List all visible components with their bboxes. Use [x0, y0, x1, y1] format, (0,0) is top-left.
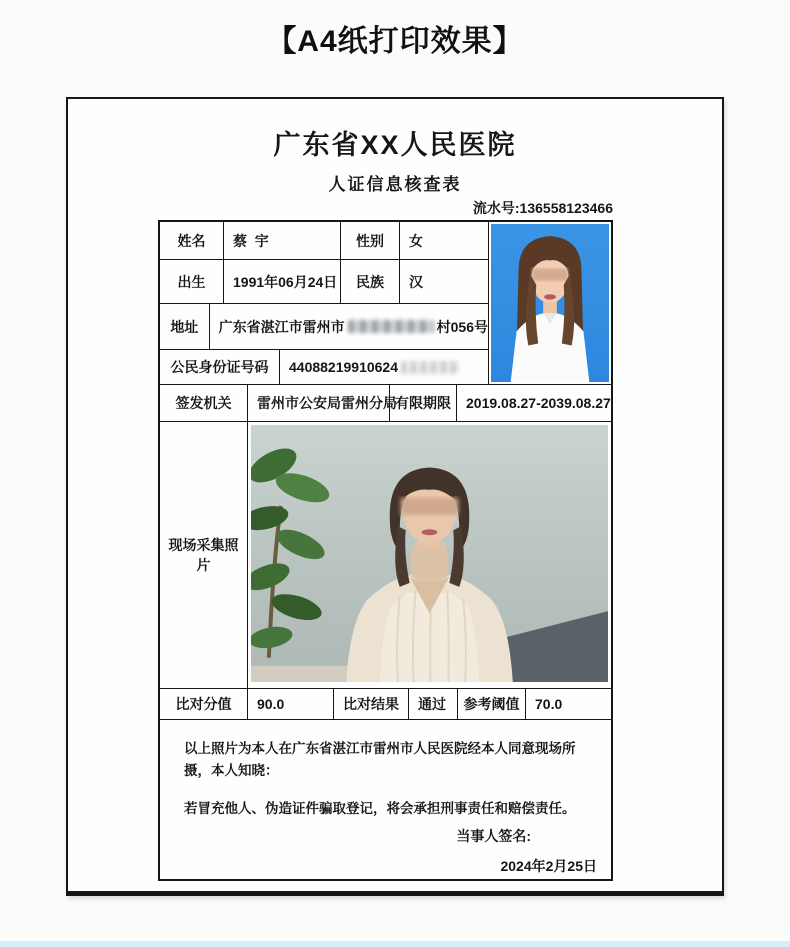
result-label: 比对结果 — [334, 689, 409, 719]
form-title: 人证信息核查表 — [328, 175, 462, 194]
table-row-id-number — [160, 350, 489, 384]
issuing-authority-value: 雷州市公安局雷州分局 — [248, 385, 390, 421]
id-number-redacted-blur — [401, 361, 459, 374]
bottom-strip — [0, 941, 790, 947]
id-number-label: 公民身份证号码 — [160, 350, 280, 384]
score-value: 90.0 — [248, 689, 334, 719]
table-row-live-photo — [160, 422, 611, 689]
table-row-scores — [160, 689, 611, 720]
verification-table — [158, 220, 613, 881]
id-number-visible: 44088219910624 — [289, 359, 399, 375]
issuing-authority-label: 签发机关 — [160, 385, 248, 421]
birth-label: 出生 — [160, 260, 224, 303]
live-photo-label: 现场采集照片 — [160, 422, 248, 688]
signature-label: 当事人签名: — [456, 828, 531, 844]
serial-number: 流水号:136558123466 — [472, 200, 613, 216]
validity-value: 2019.08.27-2039.08.27 — [466, 395, 611, 411]
table-row-birth-ethnicity — [160, 260, 489, 304]
address-label: 地址 — [160, 304, 210, 349]
name-value: 蔡 宇 — [224, 222, 341, 259]
address-value — [210, 304, 489, 349]
table-upper-block — [160, 222, 611, 385]
score-label: 比对分值 — [160, 689, 248, 719]
address-suffix: 村056号 — [436, 318, 488, 335]
id-photo — [491, 224, 609, 382]
name-label: 姓名 — [160, 222, 224, 259]
table-row-issuing — [160, 385, 611, 422]
gender-label: 性别 — [341, 222, 400, 259]
ethnicity-label: 民族 — [341, 260, 400, 303]
statement-cell — [160, 720, 611, 879]
validity-label: 有限期限 — [390, 385, 457, 421]
live-photo — [251, 425, 608, 682]
address-redacted-blur — [348, 320, 434, 333]
gender-value: 女 — [400, 222, 489, 259]
ethnicity-value: 汉 — [400, 260, 489, 303]
form-date: 2024年2月25日 — [500, 858, 597, 874]
table-upper-left — [160, 222, 489, 384]
id-number-value — [280, 350, 489, 384]
table-row-name-gender — [160, 222, 489, 260]
table-row-address — [160, 304, 489, 350]
threshold-value: 70.0 — [535, 696, 563, 712]
hospital-name: 广东省XX人民医院 — [273, 130, 517, 160]
birth-value: 1991年06月24日 — [224, 260, 341, 303]
address-prefix: 广东省湛江市雷州市 — [218, 318, 345, 335]
id-photo-cell — [489, 222, 611, 384]
statement-line2: 若冒充他人、伪造证件骗取登记，将会承担刑事责任和赔偿责任。 — [184, 801, 576, 817]
page-heading: 【A4纸打印效果】 — [266, 25, 524, 58]
result-value: 通过 — [409, 689, 458, 719]
threshold-label: 参考阈值 — [458, 689, 526, 719]
a4-sheet — [66, 97, 724, 896]
statement-line1: 以上照片为本人在广东省湛江市雷州市人民医院经本人同意现场所摄，本人知晓： — [184, 741, 576, 778]
live-photo-cell — [248, 422, 611, 688]
